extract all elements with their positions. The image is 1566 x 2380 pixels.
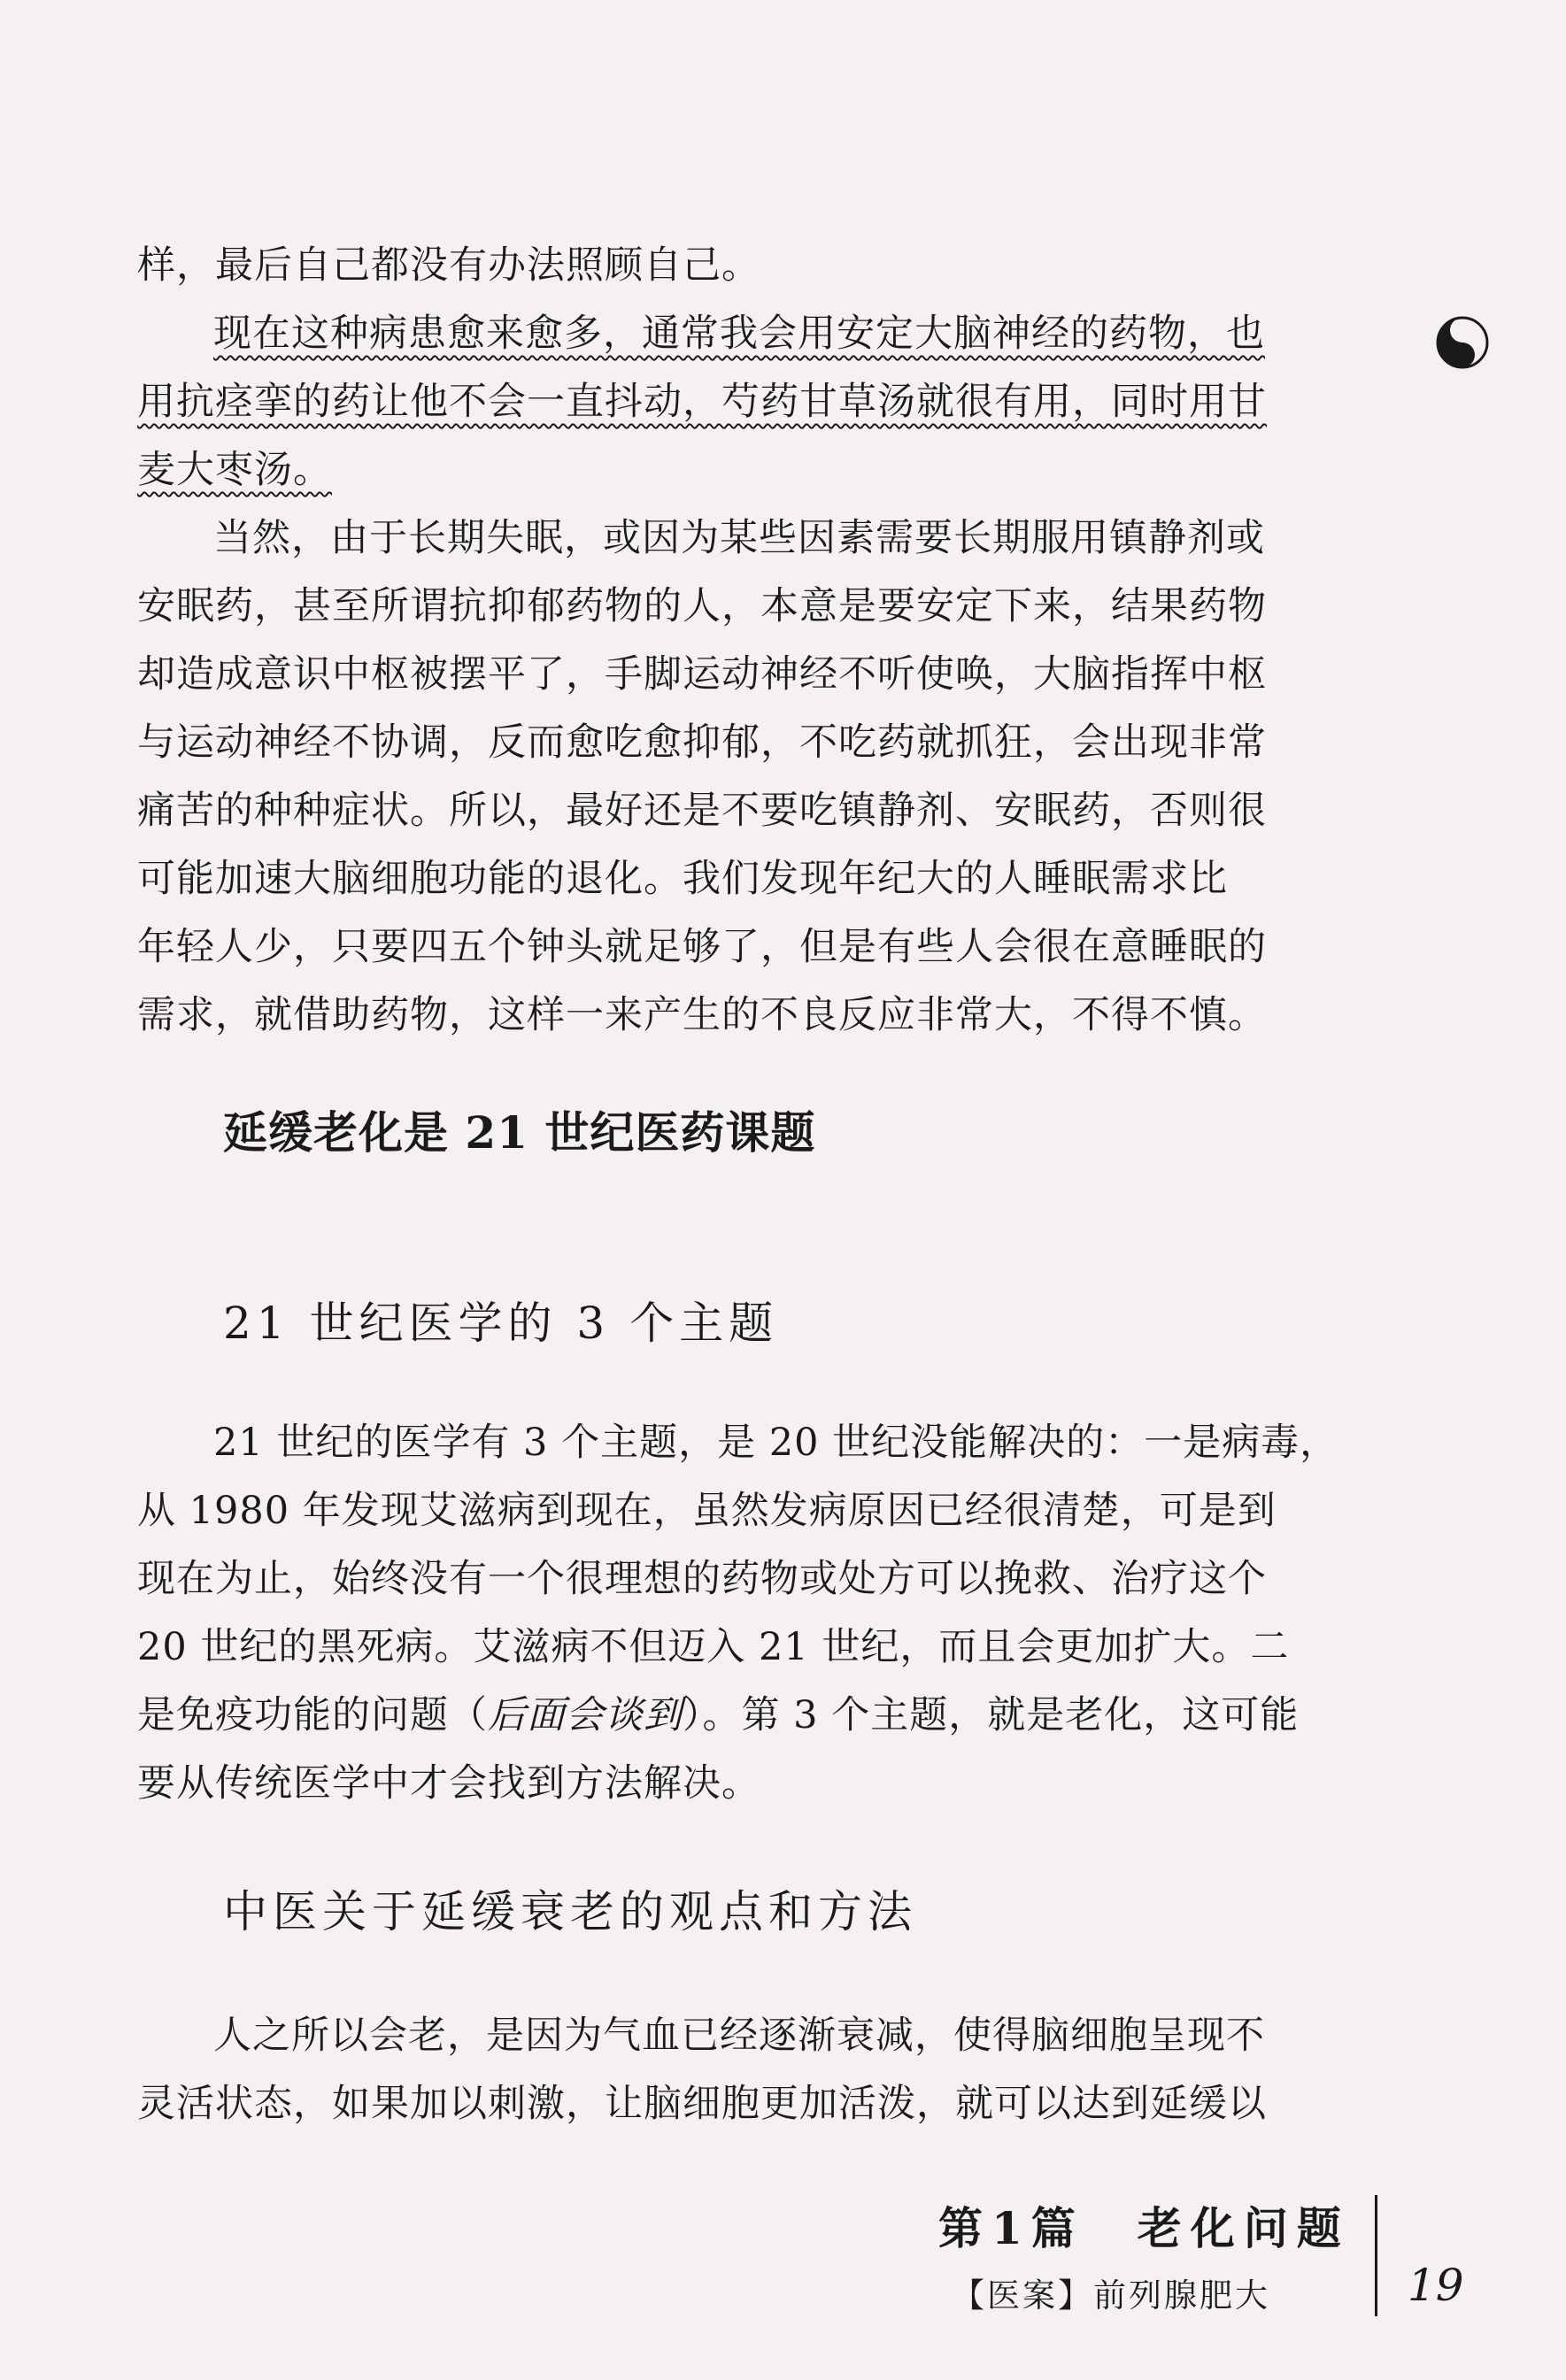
text-line [137, 1682, 1377, 1750]
highlighted-text: 用抗痉挛的药让他不会一直抖动，芍药甘草汤就很有用，同时用甘 [137, 380, 1267, 424]
text-line: 21 世纪的医学有 3 个主题，是 20 世纪没能解决的：一是病毒， [213, 1421, 1339, 1465]
subheading-tcm-anti-aging: 中医关于延缓衰老的观点和方法 [223, 1886, 917, 1937]
footer-divider [1375, 2195, 1377, 2316]
highlighted-text: 现在这种病患愈来愈多，通常我会用安定大脑神经的药物，也 [213, 312, 1265, 356]
top-text-block [137, 232, 1377, 1050]
text-line: 需求，就借助药物，这样一来产生的不良反应非常大，不得不慎。 [137, 993, 1267, 1037]
footer-case-subtitle: 【医案】前列腺肥大 [952, 2276, 1270, 2315]
text-line: 现在为止，始终没有一个很理想的药物或处方可以挽救、治疗这个 [137, 1557, 1267, 1601]
subheading-21st-century: 21 世纪医学的 3 个主题 [223, 1298, 779, 1349]
text-line: 要从传统医学中才会找到方法解决。 [137, 1761, 760, 1806]
text-line: 人之所以会老，是因为气血已经逐渐衰减，使得脑细胞呈现不 [213, 2014, 1265, 2058]
text-line: 却造成意识中枢被摆平了，手脚运动神经不听使唤，大脑指挥中枢 [137, 652, 1267, 697]
text-segment: 是免疫功能的问题（ [137, 1693, 488, 1737]
text-line: 与运动神经不协调，反而愈吃愈抑郁，不吃药就抓狂，会出现非常 [137, 720, 1267, 765]
section-heading: 延缓老化是 21 世纪医药课题 [223, 1106, 816, 1159]
text-segment: ）。第 3 个主题，就是老化，这可能 [683, 1693, 1300, 1737]
paragraph-3 [137, 2002, 1377, 2138]
text-line [137, 436, 1377, 504]
page-number: 19 [1408, 2260, 1464, 2311]
text-line: 安眠药，甚至所谓抗抑郁药物的人，本意是要安定下来，结果药物 [137, 584, 1267, 628]
paragraph-2 [137, 1409, 1377, 1818]
yin-yang-icon [1434, 314, 1491, 371]
text-line: 年轻人少，只要四五个钟头就足够了，但是有些人会很在意睡眠的 [137, 925, 1267, 969]
text-line: 痛苦的种种症状。所以，最好还是不要吃镇静剂、安眠药，否则很 [137, 789, 1267, 833]
text-line: 从 1980 年发现艾滋病到现在，虽然发病原因已经很清楚，可是到 [137, 1489, 1277, 1533]
text-line [137, 368, 1377, 436]
text-line: 当然，由于长期失眠，或因为某些因素需要长期服用镇静剂或 [213, 516, 1265, 560]
text-line: 20 世纪的黑死病。艾滋病不但迈入 21 世纪，而且会更加扩大。二 [137, 1625, 1290, 1669]
text-line [137, 300, 1377, 368]
italic-note: 后面会谈到 [488, 1693, 683, 1737]
text-line: 可能加速大脑细胞功能的退化。我们发现年纪大的人睡眠需求比 [137, 857, 1228, 901]
text-line: 灵活状态，如果加以刺激，让脑细胞更加活泼，就可以达到延缓以 [137, 2082, 1267, 2126]
text-line: 样，最后自己都没有办法照顾自己。 [137, 243, 760, 288]
footer-chapter-title: 第1篇 老化问题 [938, 2202, 1350, 2254]
highlighted-text: 麦大枣汤。 [137, 448, 332, 492]
